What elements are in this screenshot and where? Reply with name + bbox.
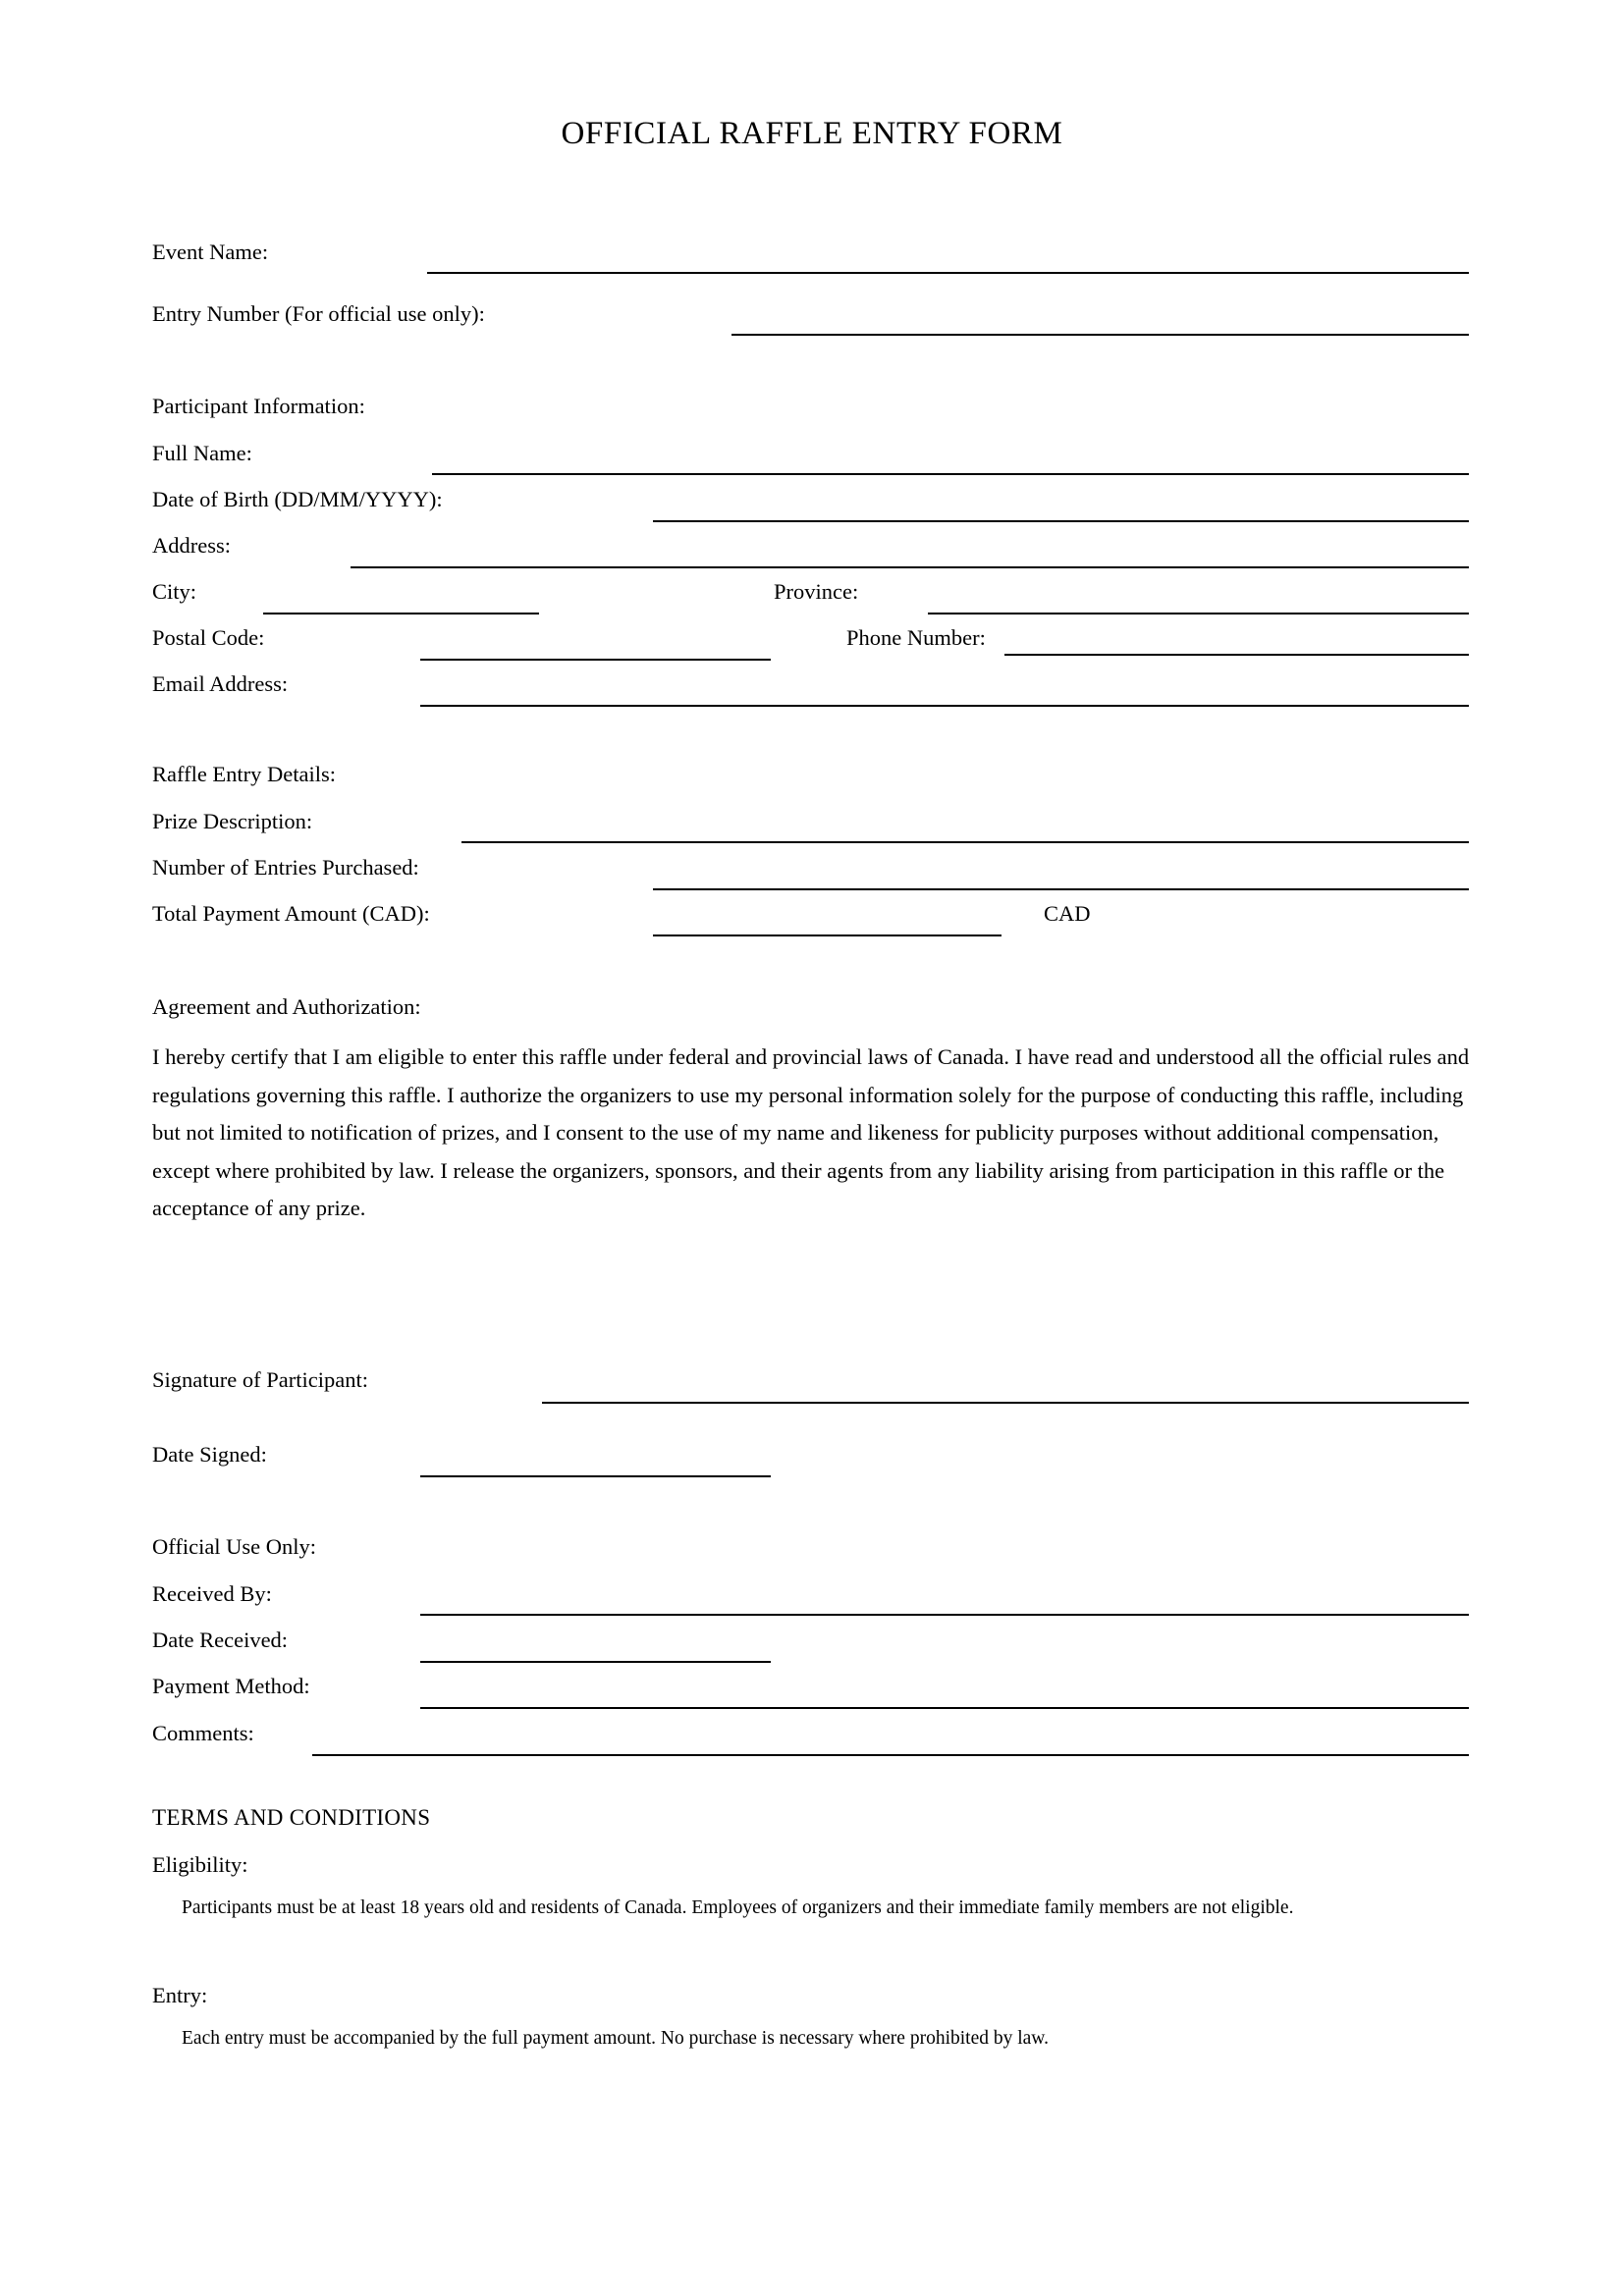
event-name-label: Event Name:	[152, 240, 269, 264]
terms-and-conditions-title: TERMS AND CONDITIONS	[152, 1805, 431, 1830]
received-by-label: Received By:	[152, 1581, 272, 1606]
entry-number-input-line[interactable]	[731, 334, 1469, 336]
postal-code-label: Postal Code:	[152, 625, 265, 650]
entries-purchased-input-line[interactable]	[653, 888, 1469, 890]
comments-input-line[interactable]	[312, 1754, 1469, 1756]
date-received-input-line[interactable]	[420, 1661, 771, 1663]
email-address-label: Email Address:	[152, 671, 289, 696]
prize-description-label: Prize Description:	[152, 809, 313, 833]
province-input-line[interactable]	[928, 613, 1469, 614]
event-name-input-line[interactable]	[427, 272, 1469, 274]
date-received-label: Date Received:	[152, 1628, 289, 1652]
agreement-body: I hereby certify that I am eligible to enter this raffle under federal and provincial laws of Canada. I have read and understood all the official rules and regulations governing this raffle. I authorize the organizers to use my personal information solely for the purpose of conducting this raffle, including but not limited to notification of prizes, and I consent to the use of my name and likeness for publicity purposes without additional compensation, except where prohibited by law. I release the organizers, sponsors, and their agents from any liability arising from participation in this raffle or the acceptance of any prize.	[152, 1044, 1470, 1220]
signature-input-line[interactable]	[542, 1402, 1469, 1404]
entries-purchased-label: Number of Entries Purchased:	[152, 855, 419, 880]
postal-code-input-line[interactable]	[420, 659, 771, 661]
official-use-heading: Official Use Only:	[152, 1534, 317, 1559]
date-of-birth-label: Date of Birth (DD/MM/YYYY):	[152, 487, 443, 511]
page-title: OFFICIAL RAFFLE ENTRY FORM	[561, 116, 1063, 151]
agreement-heading: Agreement and Authorization:	[152, 994, 421, 1019]
payment-method-input-line[interactable]	[420, 1707, 1469, 1709]
raffle-entry-details-heading: Raffle Entry Details:	[152, 762, 337, 786]
date-signed-input-line[interactable]	[420, 1475, 771, 1477]
full-name-label: Full Name:	[152, 441, 252, 465]
date-of-birth-input-line[interactable]	[653, 520, 1469, 522]
terms-section-heading-eligibility: Eligibility:	[152, 1852, 248, 1877]
province-label: Province:	[774, 579, 859, 604]
terms-section-body-eligibility: Participants must be at least 18 years old and residents of Canada. Employees of organizers and their immediate family members are not eligible.	[182, 1897, 1294, 1918]
phone-number-label: Phone Number:	[846, 625, 986, 650]
prize-description-input-line[interactable]	[461, 841, 1469, 843]
terms-section-heading-entry: Entry:	[152, 1983, 208, 2007]
total-payment-input-line[interactable]	[653, 934, 1001, 936]
participant-information-heading: Participant Information:	[152, 394, 365, 418]
currency-suffix: CAD	[1044, 901, 1091, 926]
entry-number-label: Entry Number (For official use only):	[152, 301, 485, 326]
received-by-input-line[interactable]	[420, 1614, 1469, 1616]
email-address-input-line[interactable]	[420, 705, 1469, 707]
address-input-line[interactable]	[351, 566, 1469, 568]
city-input-line[interactable]	[263, 613, 539, 614]
total-payment-label: Total Payment Amount (CAD):	[152, 901, 430, 926]
address-label: Address:	[152, 533, 231, 558]
terms-section-body-entry: Each entry must be accompanied by the full payment amount. No purchase is necessary where prohibited by law.	[182, 2028, 1049, 2049]
payment-method-label: Payment Method:	[152, 1674, 310, 1698]
phone-number-input-line[interactable]	[1004, 654, 1469, 656]
city-label: City:	[152, 579, 197, 604]
date-signed-label: Date Signed:	[152, 1442, 267, 1467]
full-name-input-line[interactable]	[432, 473, 1469, 475]
comments-label: Comments:	[152, 1721, 254, 1745]
signature-label: Signature of Participant:	[152, 1367, 368, 1392]
